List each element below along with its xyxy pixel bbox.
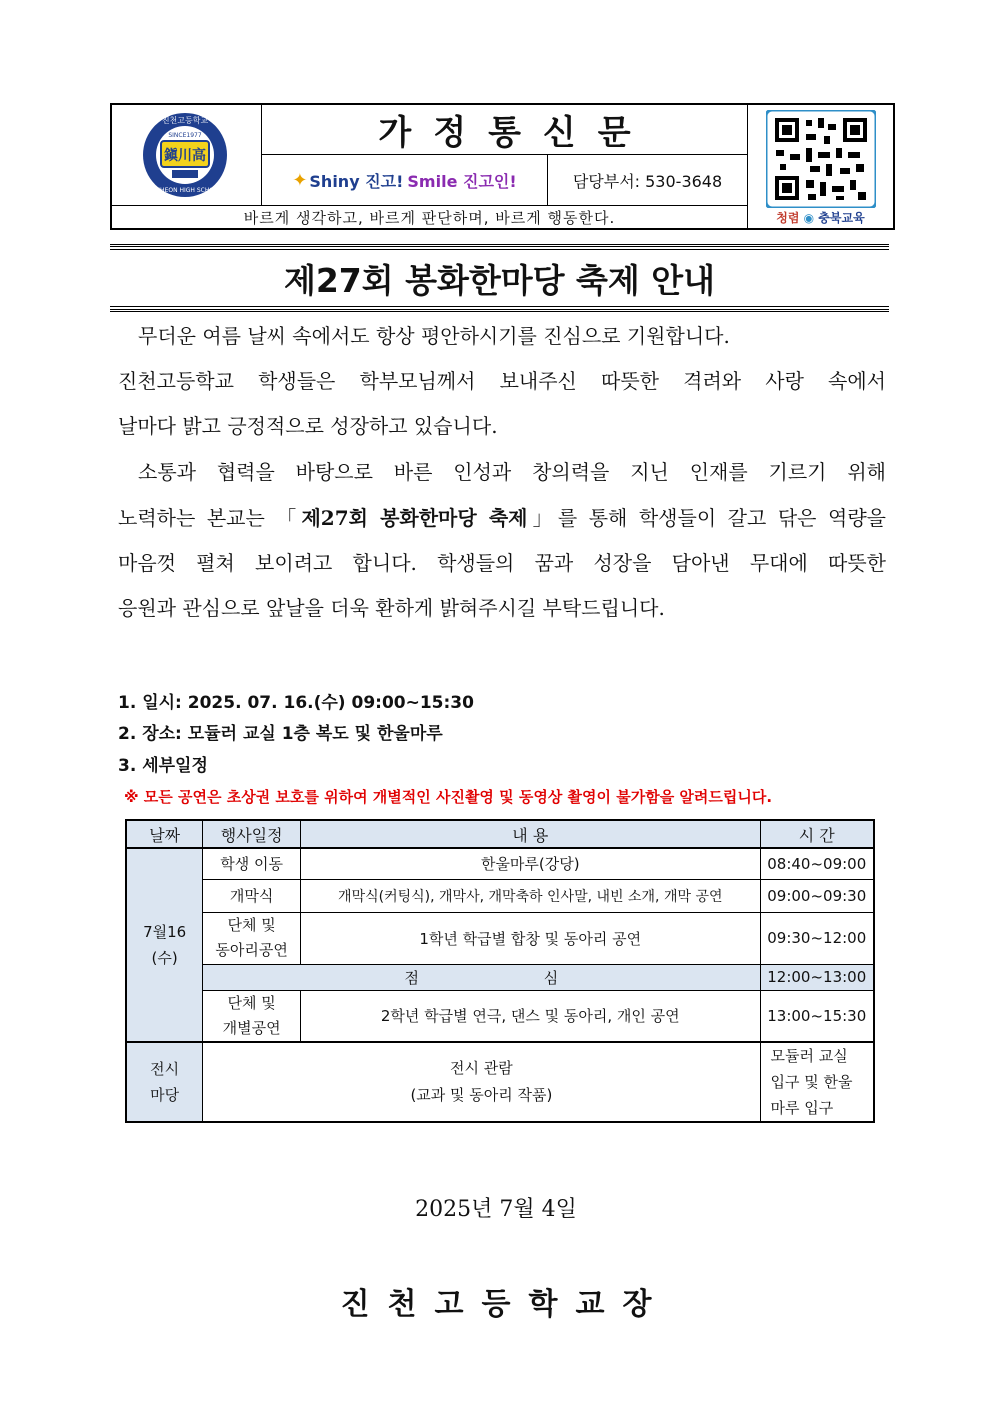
time-cell: 08:40~09:00 (760, 848, 874, 879)
event-line1: 단체 및 (227, 916, 276, 934)
event-cell: 학생 이동 (203, 848, 301, 879)
chungbuk-logo-icon: ◉ (803, 211, 815, 225)
paragraph2-line1: 소통과 협력을 바탕으로 바른 인성과 창의력을 지닌 인재를 기르기 위해 (138, 460, 886, 484)
qr-caption-right: 충북교육 (818, 211, 865, 225)
table-header-row (126, 820, 874, 848)
paragraph1-line3: 날마다 밝고 긍정적으로 성장하고 있습니다. (118, 414, 498, 438)
qr-caption (776, 209, 864, 226)
slogan-part1: Shiny 진고! (309, 171, 404, 191)
exhibit-time-line3: 마루 입구 (770, 1099, 834, 1117)
slogan-star-icon: ✦ (292, 169, 308, 191)
exhibit-location-cell (760, 1042, 874, 1122)
exhibit-content-line2: (교과 및 동아리 작품) (410, 1086, 553, 1104)
lunch-cell: 점 심 (203, 964, 760, 990)
paragraph2-line2-pre: 노력하는 본교는 「 (118, 506, 302, 530)
event-cell (203, 990, 301, 1042)
event-cell: 개막식 (203, 879, 301, 912)
exhibit-time-line2: 입구 및 한울 (770, 1073, 853, 1091)
slogan-cell (262, 155, 548, 205)
exhibit-date-line1: 전시 (150, 1060, 180, 1078)
paragraph2-line2-post: 」를 통해 학생들이 갈고 닦은 역량을 (527, 506, 886, 530)
qr-cell (748, 105, 893, 228)
content-cell: 개막식(커팅식), 개막사, 개막축하 인사말, 내빈 소개, 개막 공연 (301, 879, 761, 912)
date-cell (126, 848, 203, 1042)
item-location: 2. 장소: 모듈러 교실 1층 복도 및 한울마루 (118, 724, 443, 744)
exhibit-date-cell (126, 1042, 203, 1122)
document-title: 제27회 봉화한마당 축제 안내 (110, 244, 889, 312)
time-cell: 13:00~15:30 (760, 990, 874, 1042)
school-emblem (112, 105, 262, 205)
paragraph2-line3: 마음껏 펼쳐 보이려고 합니다. 학생들의 꿈과 성장을 담아낸 무대에 따뜻한 (118, 551, 886, 575)
table-row (126, 879, 874, 912)
department-contact: 담당부서: 530-3648 (548, 155, 748, 205)
slogan-part2: Smile 진고인! (407, 171, 517, 191)
table-row (126, 912, 874, 964)
event-cell (203, 912, 301, 964)
logo-center-text: 鎭川高 (164, 148, 206, 164)
content-cell: 한울마루(강당) (301, 848, 761, 879)
header-date: 날짜 (126, 820, 203, 848)
date-cell-line1: 7월16 (143, 923, 187, 941)
time-cell: 09:00~09:30 (760, 879, 874, 912)
event-line2: 동아리공연 (215, 941, 288, 959)
exhibit-date-line2: 마당 (150, 1086, 180, 1104)
content-cell: 1학년 학급별 합창 및 동아리 공연 (301, 912, 761, 964)
schedule-table (125, 819, 875, 1123)
exhibit-time-line1: 모듈러 교실 (770, 1047, 848, 1065)
header-content: 내 용 (301, 820, 761, 848)
issue-date: 2025년 7월 4일 (415, 1197, 577, 1222)
time-cell: 09:30~12:00 (760, 912, 874, 964)
qr-code-icon (766, 110, 876, 208)
photo-notice: ※ 모든 공연은 초상권 보호를 위하여 개별적인 사진촬영 및 동영상 촬영이 불가함을 알려드립니다. (124, 788, 773, 806)
date-cell-line2: (수) (151, 949, 178, 967)
item-datetime: 1. 일시: 2025. 07. 16.(수) 09:00~15:30 (118, 693, 474, 713)
qr-caption-left: 청렴 (776, 211, 800, 225)
paragraph1-line2: 진천고등학교 학생들은 학부모님께서 보내주신 따뜻한 격려와 사랑 속에서 (118, 369, 886, 393)
item-schedule: 3. 세부일정 (118, 756, 208, 776)
time-cell: 12:00~13:00 (760, 964, 874, 990)
header-event: 행사일정 (203, 820, 301, 848)
festival-name: 제27회 봉화한마당 축제 (301, 506, 528, 530)
header-box (110, 103, 895, 230)
event-line2: 개별공연 (222, 1018, 281, 1037)
table-row-exhibit (126, 1042, 874, 1122)
logo-since-text: SINCE1977 (168, 132, 202, 139)
header-time: 시 간 (760, 820, 874, 848)
table-row (126, 990, 874, 1042)
content-cell: 2학년 학급별 연극, 댄스 및 동아리, 개인 공연 (301, 990, 761, 1042)
event-line1: 단체 및 (227, 993, 276, 1012)
table-row-lunch (126, 964, 874, 990)
paragraph1-line1: 무더운 여름 날씨 속에서도 항상 평안하시기를 진심으로 기원합니다. (138, 324, 730, 348)
paragraph2-line2 (118, 496, 886, 541)
principal-signature: 진천고등학교장 (340, 1287, 670, 1322)
table-row (126, 848, 874, 879)
paragraph2-line4: 응원과 관심으로 앞날을 더욱 환하게 밝혀주시길 부탁드립니다. (118, 596, 665, 620)
exhibit-content-line1: 전시 관람 (450, 1059, 513, 1077)
exhibit-content-cell (203, 1042, 760, 1122)
school-motto: 바르게 생각하고, 바르게 판단하며, 바르게 행동한다. (112, 205, 748, 228)
school-logo-cell (112, 105, 262, 205)
logo-top-text: 진천고등학교 (161, 116, 209, 125)
newsletter-title: 가정통신문 (262, 105, 748, 155)
logo-bottom-text: JINCHEON HIGH SCHOOL (147, 187, 223, 194)
